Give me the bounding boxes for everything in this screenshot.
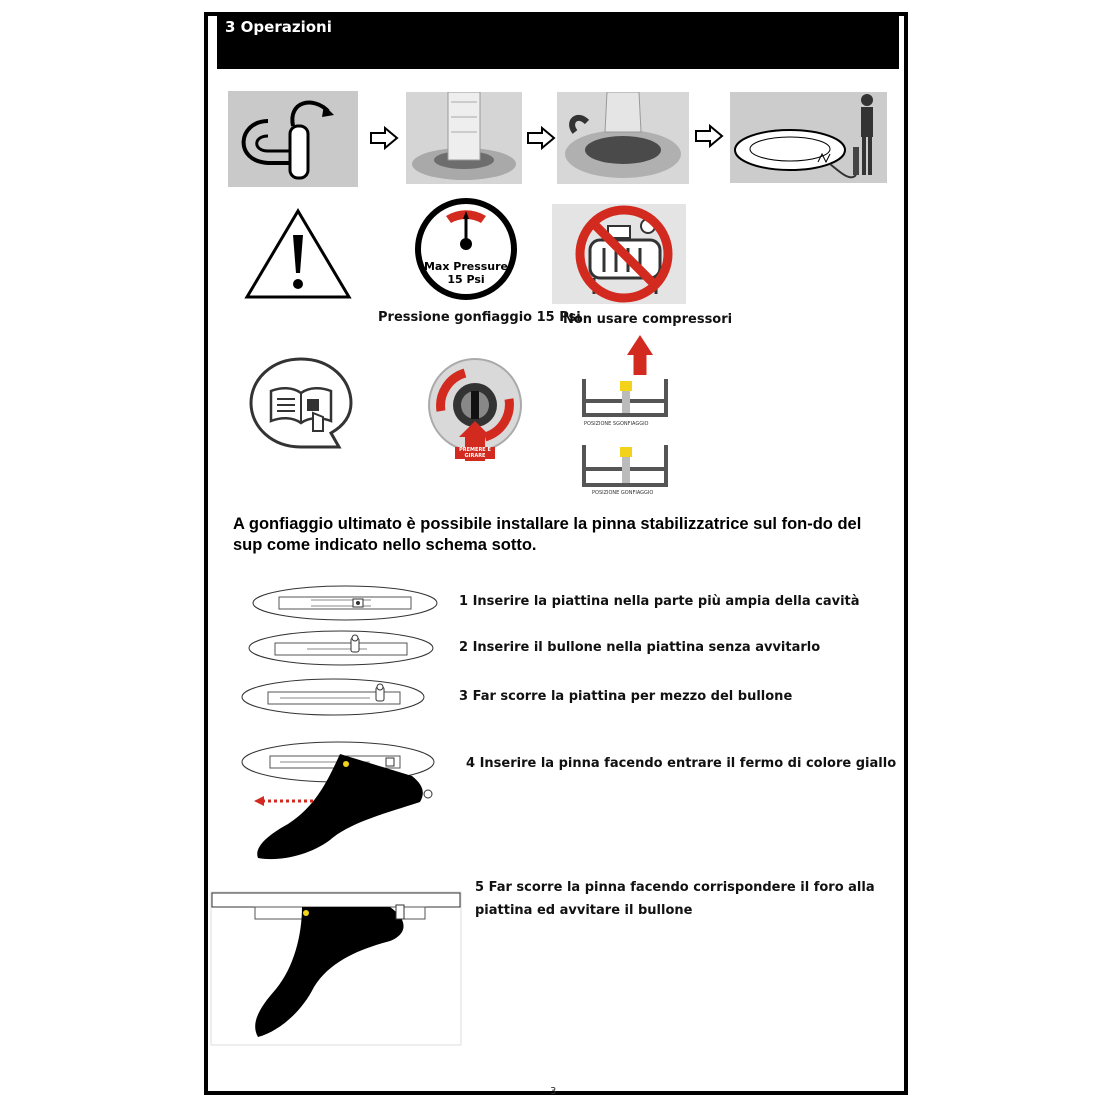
step1-diagram (251, 584, 439, 622)
valve-pin-photo (406, 92, 522, 184)
max-pressure-gauge (410, 197, 522, 301)
inflating-board-illustration (730, 92, 887, 183)
valve-diagram (425, 355, 525, 465)
arrow-right-icon (694, 124, 724, 148)
no-compressor-sign (552, 204, 686, 304)
pump-hose-attach-photo (557, 92, 689, 184)
section-title: 3 Operazioni (225, 18, 332, 36)
step-1-text: 1 Inserire la piattina nella parte più ampia della cavità (459, 594, 860, 609)
step4-diagram (240, 740, 440, 865)
read-manual-icon (247, 355, 355, 455)
pressure-caption: Pressione gonfiaggio 15 Psi (378, 310, 581, 325)
inflate-position-label: POSIZIONE GONFIAGGIO (592, 490, 654, 496)
compressor-caption: Non usare compressori (563, 312, 733, 327)
valve-positions-diagram (580, 335, 680, 501)
gauge-value: 15 Psi (447, 273, 485, 286)
step-4-text: 4 Inserire la pinna facendo entrare il fermo di colore giallo (466, 756, 897, 771)
section-header (217, 16, 899, 69)
step-2-text: 2 Inserire il bullone nella piattina senza avvitarlo (459, 640, 821, 655)
step5-diagram (210, 891, 462, 1046)
intro-text: A gonfiaggio ultimato è possibile installare la pinna stabilizzatrice sul fon-do del sup come indicato nello schema sotto. (233, 515, 862, 554)
step-3-text: 3 Far scorre la piattina per mezzo del bullone (459, 689, 793, 704)
arrow-right-icon (369, 126, 399, 150)
valve-cap-illustration (228, 91, 358, 187)
step2-diagram (247, 628, 435, 668)
warning-triangle-icon (243, 207, 353, 301)
step-5-text: 5 Far scorre la pinna facendo corrispondere il foro alla piattina ed avvitare il bullone (475, 880, 875, 918)
page-number: 3 (550, 1086, 557, 1097)
arrow-right-icon (526, 126, 556, 150)
deflate-position-label: POSIZIONE SGONFIAGGIO (584, 421, 649, 427)
step3-diagram (240, 676, 426, 718)
press-and-turn-label: PREMERE E GIRARE (455, 447, 495, 459)
gauge-label: Max Pressure (423, 260, 509, 273)
